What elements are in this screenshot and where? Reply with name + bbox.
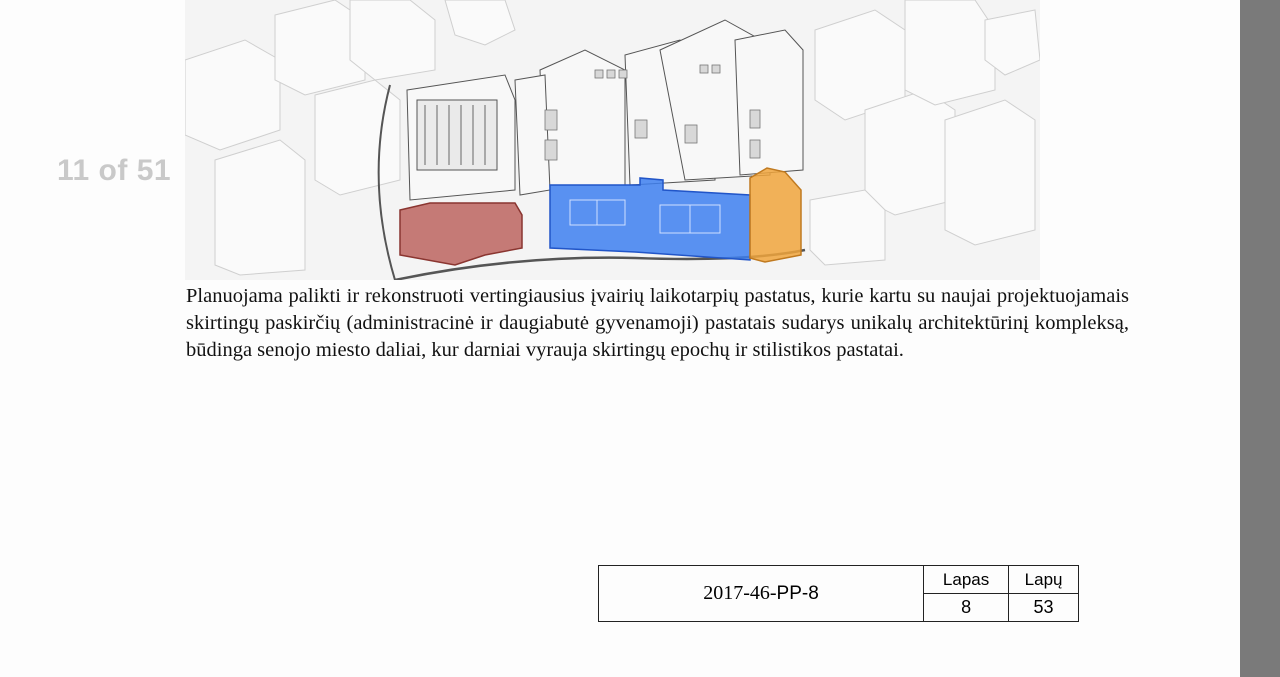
sheet-label: Lapas xyxy=(924,566,1009,594)
document-code-suffix: PP-8 xyxy=(776,583,819,604)
highlight-orange-building xyxy=(750,168,801,262)
page-counter: 11 of 51 xyxy=(57,154,172,187)
sheet-number: 8 xyxy=(924,594,1009,622)
scrollbar-track[interactable] xyxy=(1240,0,1280,677)
document-code xyxy=(599,566,924,622)
document-code-prefix: 2017-46- xyxy=(703,582,777,604)
sheets-total: 53 xyxy=(1009,594,1079,622)
document-paragraph: Planuojama palikti ir rekonstruoti vertingiausius įvairių laikotarpių pastatus, kurie kartu su naujai projektuojamais skirtingų paskirčių (administracinė ir daugiabutė gyvenamoji) pastatais sudarys unikalų architektūrinį kompleksą, būdinga senojo miesto daliai, kur darniai vyrauja skirtingų epochų ir stilistikos pastatai. xyxy=(186,285,1129,361)
sheets-total-label: Lapų xyxy=(1009,566,1079,594)
axonometric-site-drawing xyxy=(185,0,1040,280)
drawing-title-block xyxy=(598,565,1079,622)
